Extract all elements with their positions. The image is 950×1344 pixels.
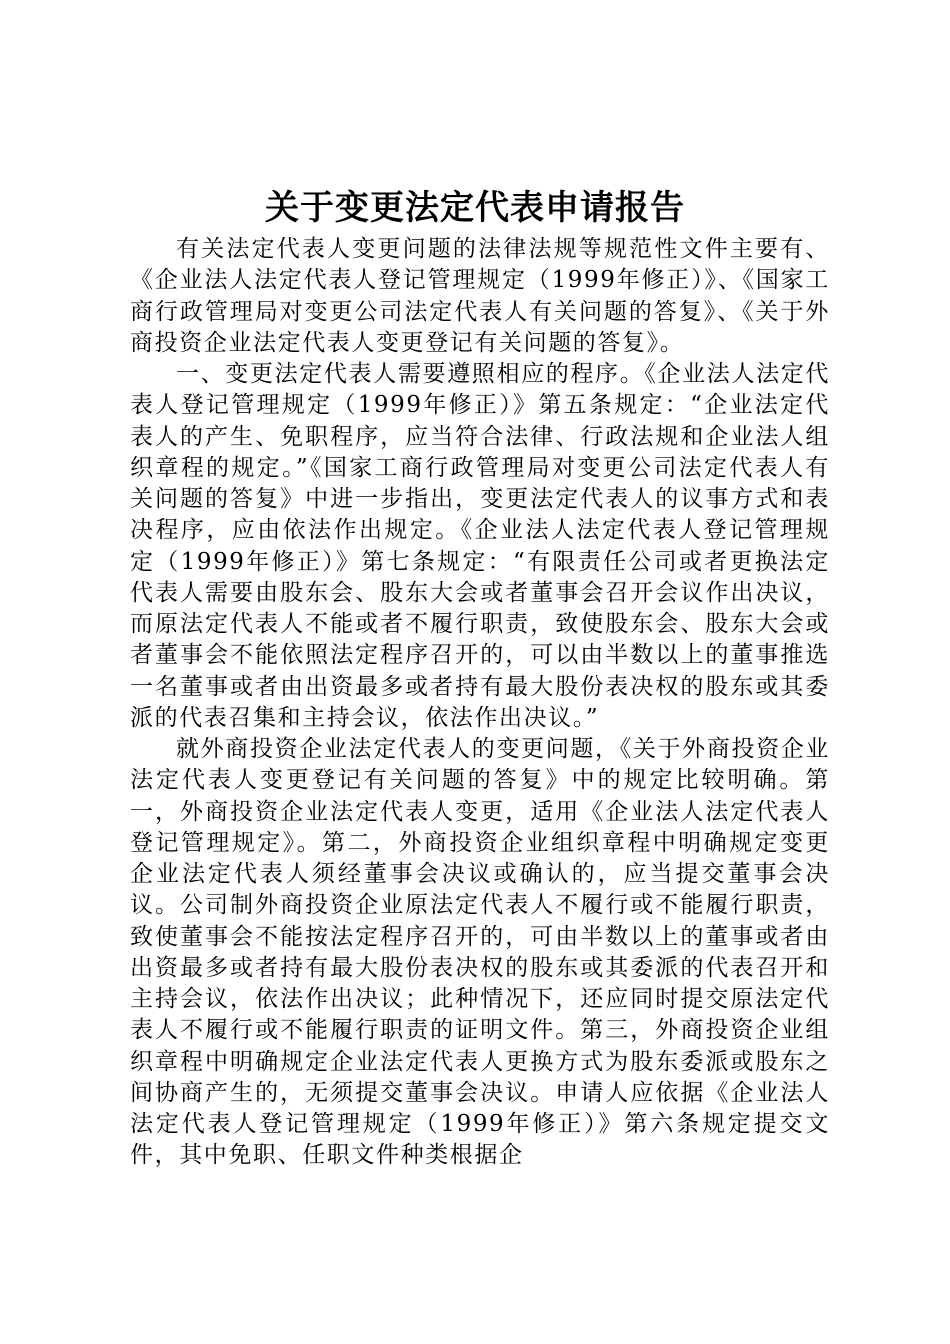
document-body bbox=[130, 234, 830, 1172]
paragraph-procedure: 一、变更法定代表人需要遵照相应的程序。《企业法人法定代表人登记管理规定（1999年修正）》第五条规定：“企业法定代表人的产生、免职程序，应当符合法律、行政法规和企业法人组织章程的规定。”《国家工商行政管理局对变更公司法定代表人有关问题的答复》中进一步指出，变更法定代表人的议事方式和表决程序，应由依法作出规定。《企业法人法定代表人登记管理规定（1999年修正）》第七条规定：“有限责任公司或者更换法定代表人需要由股东会、股东大会或者董事会召开会议作出决议，而原法定代表人不能或者不履行职责，致使股东会、股东大会或者董事会不能依照法定程序召开的，可以由半数以上的董事推选一名董事或者由出资最多或者持有最大股份表决权的股东或其委派的代表召集和主持会议，依法作出决议。” bbox=[130, 361, 830, 731]
paragraph-intro: 有关法定代表人变更问题的法律法规等规范性文件主要有、《企业法人法定代表人登记管理规定（1999年修正）》、《国家工商行政管理局对变更公司法定代表人有关问题的答复》、《关于外商投资企业法定代表人变更登记有关问题的答复》。 bbox=[130, 236, 830, 356]
paragraph-foreign-investment: 就外商投资企业法定代表人的变更问题，《关于外商投资企业法定代表人变更登记有关问题的答复》中的规定比较明确。第一，外商投资企业法定代表人变更，适用《企业法人法定代表人登记管理规定》。第二，外商投资企业组织章程中明确规定变更企业法定代表人须经董事会决议或确认的，应当提交董事会决议。公司制外商投资企业原法定代表人不履行或不能履行职责，致使董事会不能按法定程序召开的，可由半数以上的董事或者由出资最多或者持有最大股份表决权的股东或其委派的代表召开和主持会议，依法作出决议；此种情况下，还应同时提交原法定代表人不履行或不能履行职责的证明文件。第三，外商投资企业组织章程中明确规定企业法定代表人更换方式为股东委派或股东之间协商产生的，无须提交董事会决议。申请人应依据《企业法人法定代表人登记管理规定（1999年修正）》第六条规定提交文件，其中免职、任职文件种类根据企 bbox=[130, 736, 830, 1169]
document-title: 关于变更法定代表申请报告 bbox=[265, 188, 685, 228]
